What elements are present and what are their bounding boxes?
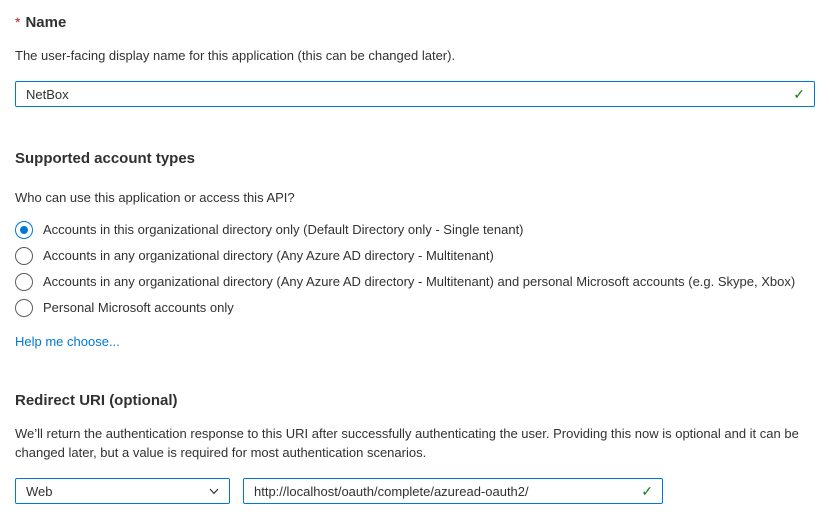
platform-select-value: Web: [26, 483, 53, 499]
radio-icon: [15, 299, 33, 317]
radio-option-multitenant-personal[interactable]: [15, 269, 815, 295]
radio-option-personal-only[interactable]: [15, 295, 815, 321]
account-types-question: Who can use this application or access this API?: [15, 190, 295, 205]
name-input[interactable]: [15, 81, 815, 107]
redirect-uri-description: We’ll return the authentication response to this URI after successfully authenticating the user. Providing this now is optional and it can be changed later, but a value is required for most authentication scenarios.: [15, 426, 799, 460]
radio-icon: [15, 221, 33, 239]
radio-icon: [15, 273, 33, 291]
supported-account-types-title: Supported account types: [15, 150, 196, 167]
name-section: [15, 12, 815, 107]
redirect-uri-row: [15, 478, 815, 504]
redirect-uri-title: Redirect URI (optional): [15, 392, 178, 409]
name-input-wrap: [15, 81, 815, 107]
radio-option-label: Accounts in any organizational directory (Any Azure AD directory - Multitenant) and personal Microsoft accounts (e.g. Skype, Xbox): [43, 274, 796, 289]
redirect-uri-section: [15, 391, 815, 504]
radio-option-label: Accounts in any organizational directory (Any Azure AD directory - Multitenant): [43, 248, 494, 263]
redirect-uri-input[interactable]: [243, 478, 663, 504]
valid-checkmark-icon: ✓: [641, 483, 653, 499]
uri-input-wrap: [243, 478, 663, 504]
radio-icon: [15, 247, 33, 265]
radio-option-single-tenant[interactable]: [15, 217, 815, 243]
supported-account-types-section: [15, 149, 815, 351]
valid-checkmark-icon: ✓: [793, 86, 805, 102]
chevron-down-icon: [207, 484, 221, 498]
radio-option-multitenant[interactable]: [15, 243, 815, 269]
radio-option-label: Personal Microsoft accounts only: [43, 300, 234, 315]
name-section-title: [15, 12, 815, 33]
platform-select[interactable]: [15, 478, 230, 504]
required-marker: *: [15, 14, 21, 30]
help-me-choose-link[interactable]: Help me choose...: [15, 334, 120, 349]
name-description: The user-facing display name for this application (this can be changed later).: [15, 48, 456, 63]
radio-option-label: Accounts in this organizational directory only (Default Directory only - Single tenant): [43, 222, 524, 237]
account-types-radio-group: [15, 217, 815, 321]
name-label: Name: [25, 14, 67, 31]
